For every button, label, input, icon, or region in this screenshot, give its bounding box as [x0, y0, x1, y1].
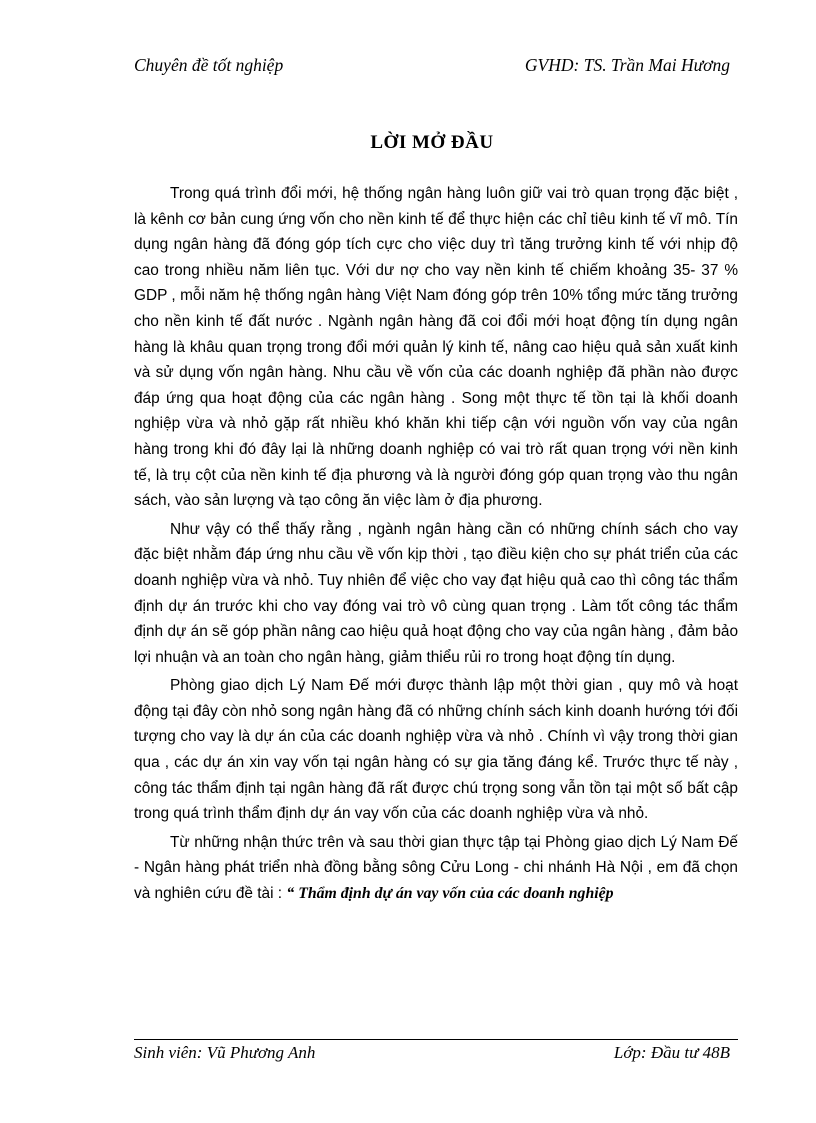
- thesis-topic: “ Thẩm định dự án vay vốn của các doanh nghiệp: [286, 885, 614, 903]
- paragraph-2: Như vậy có thể thấy rằng , ngành ngân hàng cần có những chính sách cho vay đặc biệt nhằm đáp ứng nhu cầu về vốn kịp thời , tạo điều kiện cho sự phát triển của các doanh nghiệp vừa và nhỏ. Tuy nhiên để việc cho vay đạt hiệu quả cao thì công tác thẩm định dự án trước khi cho vay đóng vai trò vô cùng quan trọng . Làm tốt công tác thẩm định dự án sẽ góp phần nâng cao hiệu quả hoạt động cho vay của ngân hàng , đảm bảo lợi nhuận và an toàn cho ngân hàng, giảm thiểu rủi ro trong hoạt động tín dụng.: [134, 520, 738, 666]
- page-footer: [134, 1043, 738, 1069]
- footer-class: Lớp: Đầu tư 48B: [613, 1043, 730, 1062]
- footer-student: Sinh viên: Vũ Phương Anh: [134, 1043, 316, 1062]
- page-header: [134, 55, 730, 81]
- paragraph-3: Phòng giao dịch Lý Nam Đế mới được thành lập một thời gian , quy mô và hoạt động tại đây còn nhỏ song ngân hàng đã có những chính sách kinh doanh hướng tới đối tượng cho vay là dự án của các doanh nghiệp vừa và nhỏ . Chính vì vậy trong thời gian qua , các dự án xin vay vốn tại ngân hàng có sự gia tăng đáng kể. Trước thực tế này , công tác thẩm định tại ngân hàng đã rất được chú trọng song vẫn tồn tại một số bất cập trong quá trình thẩm định dự án vay vốn của các doanh nghiệp vừa và nhỏ.: [134, 677, 738, 823]
- body-text: [134, 181, 738, 910]
- header-supervisor: GVHD: TS. Trần Mai Hương: [524, 55, 730, 75]
- paragraph-4: [134, 830, 738, 907]
- paragraph-4-text: Từ những nhận thức trên và sau thời gian thực tập tại Phòng giao dịch Lý Nam Đế - Ngân hàng phát triển nhà đồng bằng sông Cửu Long - chi nhánh Hà Nội , em đã chọn và nghiên cứu đề tài :: [134, 833, 738, 903]
- footer-divider: [134, 1039, 738, 1040]
- header-document-type: Chuyên đề tốt nghiệp: [134, 55, 284, 75]
- page-title: LỜI MỞ ĐẦU: [370, 132, 494, 153]
- paragraph-1: Trong quá trình đổi mới, hệ thống ngân hàng luôn giữ vai trò quan trọng đặc biệt , là kênh cơ bản cung ứng vốn cho nền kinh tế để thực hiện các chỉ tiêu kinh tế vĩ mô. Tín dụng ngân hàng đã đóng góp tích cực cho việc duy trì tăng trưởng kinh tế với nhịp độ cao trong nhiều năm liên tục. Với dư nợ cho vay nền kinh tế chiếm khoảng 35- 37 % GDP , mỗi năm hệ thống ngân hàng Việt Nam đóng góp trên 10% tổng mức tăng trưởng cho nền kinh tế đất nước . Ngành ngân hàng đã coi đổi mới hoạt động tín dụng ngân hàng là khâu quan trọng trong đổi mới quản lý kinh tế, nâng cao hiệu quả sản xuất kinh và sử dụng vốn ngân hàng. Nhu cầu về vốn của các doanh nghiệp đã phần nào được đáp ứng qua hoạt động của các ngân hàng . Song một thực tế tồn tại là khối doanh nghiệp vừa và nhỏ gặp rất nhiều khó khăn khi tiếp cận với nguồn vốn vay của ngân hàng trong khi đó đây lại là những doanh nghiệp có vai trò rất quan trọng với nền kinh tế, là trụ cột của nền kinh tế địa phương và là người đóng góp quan trọng vào thu ngân sách, vào sản lượng và tạo công ăn việc làm ở địa phương.: [134, 185, 738, 510]
